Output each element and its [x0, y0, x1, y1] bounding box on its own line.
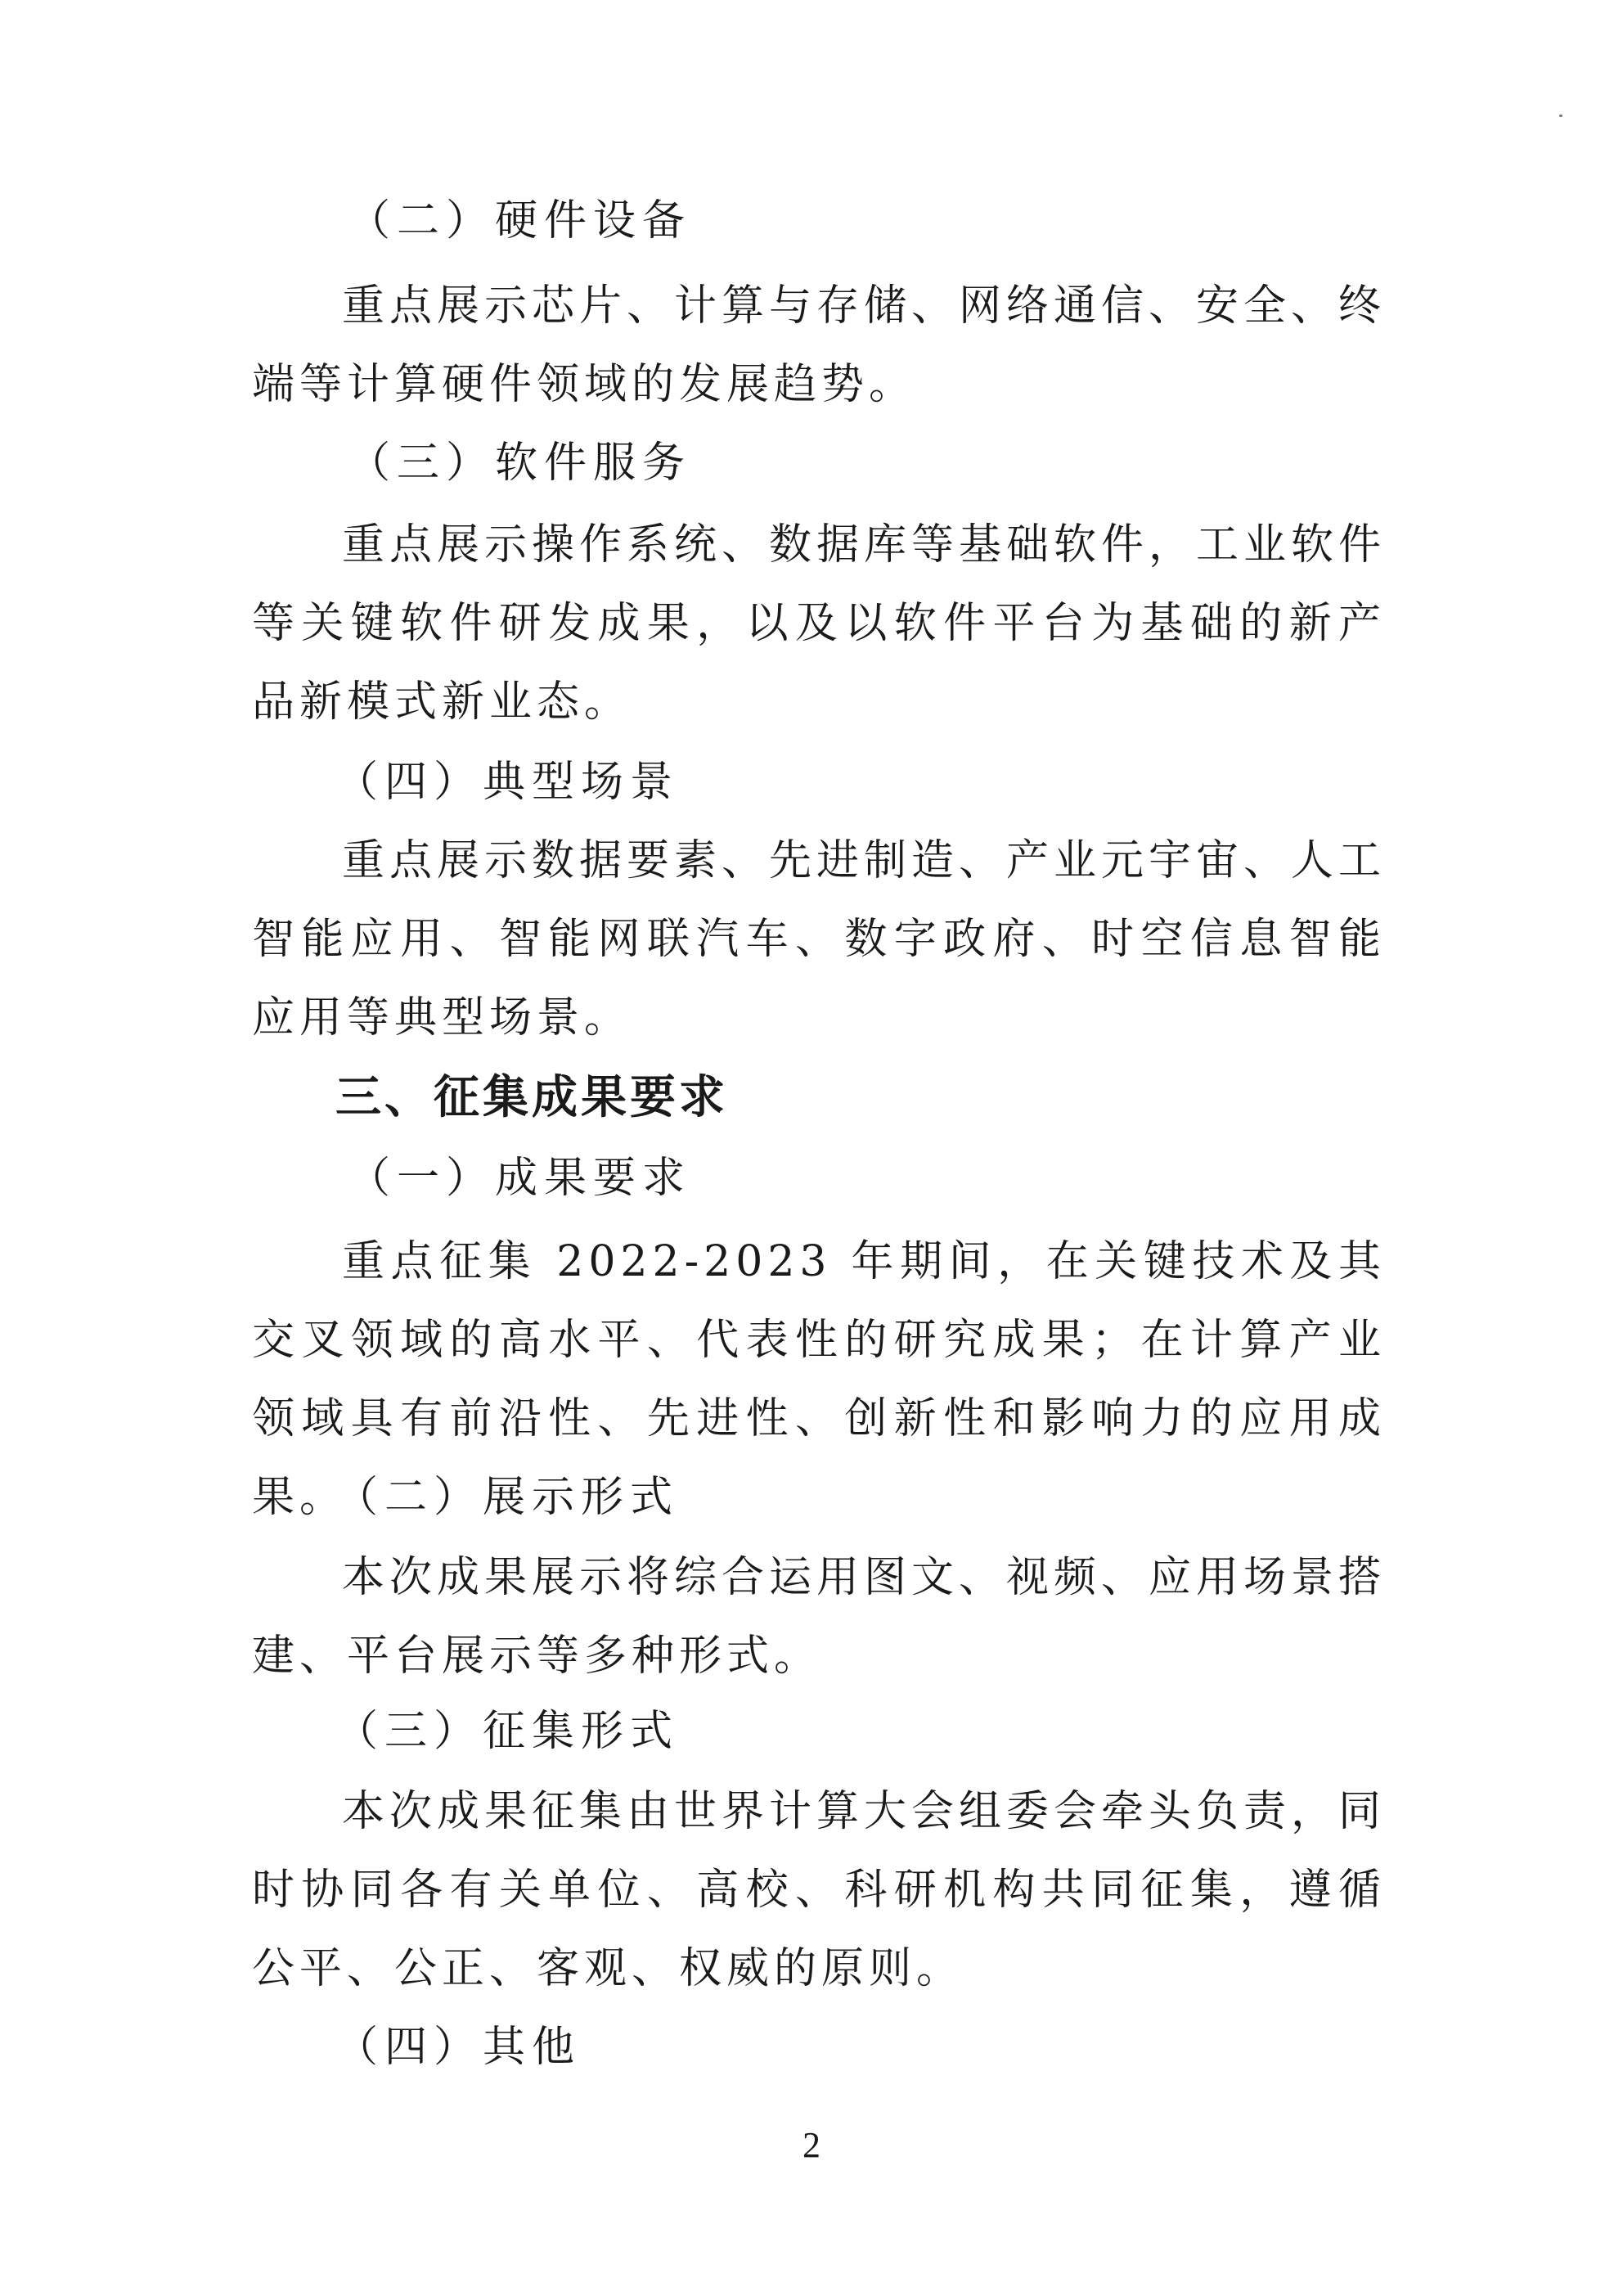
heading-hardware: （二）硬件设备: [348, 196, 692, 245]
heading-display-format: （二）展示形式: [335, 1473, 680, 1522]
heading-scenarios: （四）典型场景: [335, 758, 680, 807]
paragraph-scenarios: 重点展示数据要素、先进制造、产业元宇宙、人工智能应用、智能网联汽车、数字政府、时空信息智能应用等典型场景。: [252, 836, 1387, 1042]
scan-speck: [1559, 115, 1562, 117]
paragraph-result-requirements: 重点征集 2022-2023 年期间，在关键技术及其交叉领域的高水平、代表性的研究成果；在计算产业领域具有前沿性、先进性、创新性和影响力的应用成果。: [252, 1237, 1386, 1522]
paragraph-software: 重点展示操作系统、数据库等基础软件，工业软件等关键软件研发成果，以及以软件平台为基础的新产品新模式新业态。: [252, 520, 1387, 727]
section-title-requirements: 三、征集成果要求: [335, 1071, 728, 1124]
heading-software: （三）软件服务: [348, 439, 692, 488]
heading-collection-format: （三）征集形式: [335, 1707, 680, 1756]
paragraph-display-format: 本次成果展示将综合运用图文、视频、应用场景搭建、平台展示等多种形式。: [252, 1553, 1387, 1681]
heading-other: （四）其他: [335, 2023, 582, 2072]
paragraph-collection-format: 本次成果征集由世界计算大会组委会牵头负责，同时协同各有关单位、高校、科研机构共同征集，遵循公平、公正、客观、权威的原则。: [252, 1787, 1387, 1993]
heading-result-requirements: （一）成果要求: [348, 1154, 692, 1203]
page-number: 2: [803, 2125, 820, 2165]
paragraph-hardware: 重点展示芯片、计算与存储、网络通信、安全、终端等计算硬件领域的发展趋势。: [252, 281, 1387, 409]
